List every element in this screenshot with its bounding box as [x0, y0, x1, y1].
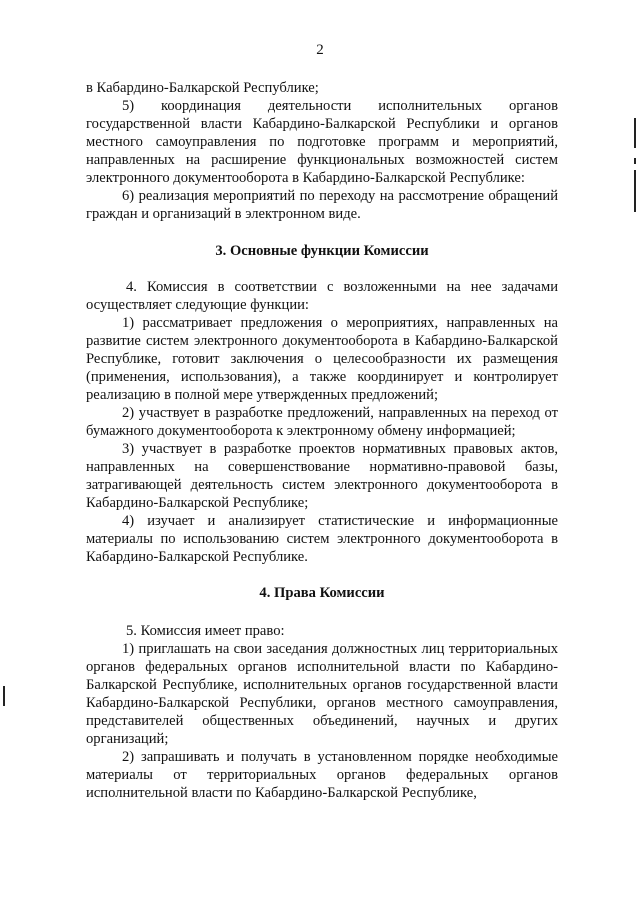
- section-3-intro: 4. Комиссия в соответствии с возложенными на нее задачами осуществляет следующие функции:: [86, 279, 558, 313]
- page-number: 2: [316, 42, 324, 58]
- section-4-item-1: 1) приглашать на свои заседания должностных лиц территориальных органов федеральных органов исполнительной власти по Кабардино-Балкарской Республике, исполнительных органов государственной власти Кабардино-Балкарской Республики, органов местного самоуправления, представителей общественных объединений, научных и других организаций;: [86, 641, 558, 747]
- section-4-item-2: 2) запрашивать и получать в установленном порядке необходимые материалы от территориальных органов федеральных органов исполнительной власти по Кабардино-Балкарской Республике,: [86, 749, 558, 801]
- scan-edge-mark: [634, 170, 636, 212]
- section-4-intro: 5. Комиссия имеет право:: [126, 623, 285, 639]
- section-3-title: 3. Основные функции Комиссии: [215, 243, 429, 259]
- scan-edge-mark: [634, 118, 636, 148]
- section-3-item-2: 2) участвует в разработке предложений, направленных на переход от бумажного документооборота к электронному обмену информацией;: [86, 405, 558, 439]
- section-4-title: 4. Права Комиссии: [259, 585, 385, 601]
- document-body: [86, 79, 558, 802]
- paragraph-continuation: в Кабардино-Балкарской Республике;: [86, 80, 319, 96]
- scan-edge-mark: [3, 686, 5, 706]
- section-3-item-4: 4) изучает и анализирует статистические и информационные материалы по использованию систем электронного документооборота в Кабардино-Балкарской Республике.: [86, 513, 558, 565]
- paragraph-item-6: 6) реализация мероприятий по переходу на рассмотрение обращений граждан и организаций в электронном виде.: [86, 188, 558, 222]
- scan-edge-mark: [634, 158, 636, 164]
- section-3-item-3: 3) участвует в разработке проектов нормативных правовых актов, направленных на совершенствование нормативно-правовой базы, затрагивающей деятельность систем электронного документооборота в Кабардино-Балкарской Республике;: [86, 441, 558, 511]
- paragraph-item-5: 5) координация деятельности исполнительных органов государственной власти Кабардино-Балкарской Республики и органов местного самоуправления по подготовке программ и мероприятий, направленных на расширение функциональных возможностей систем электронного документооборота в Кабардино-Балкарской Республике:: [86, 98, 558, 186]
- section-3-item-1: 1) рассматривает предложения о мероприятиях, направленных на развитие систем электронного документооборота в Кабардино-Балкарской Республике, готовит заключения о целесообразности их размещения (применения, использования), а также координирует и контролирует реализацию в полной мере утвержденных предложений;: [86, 315, 558, 403]
